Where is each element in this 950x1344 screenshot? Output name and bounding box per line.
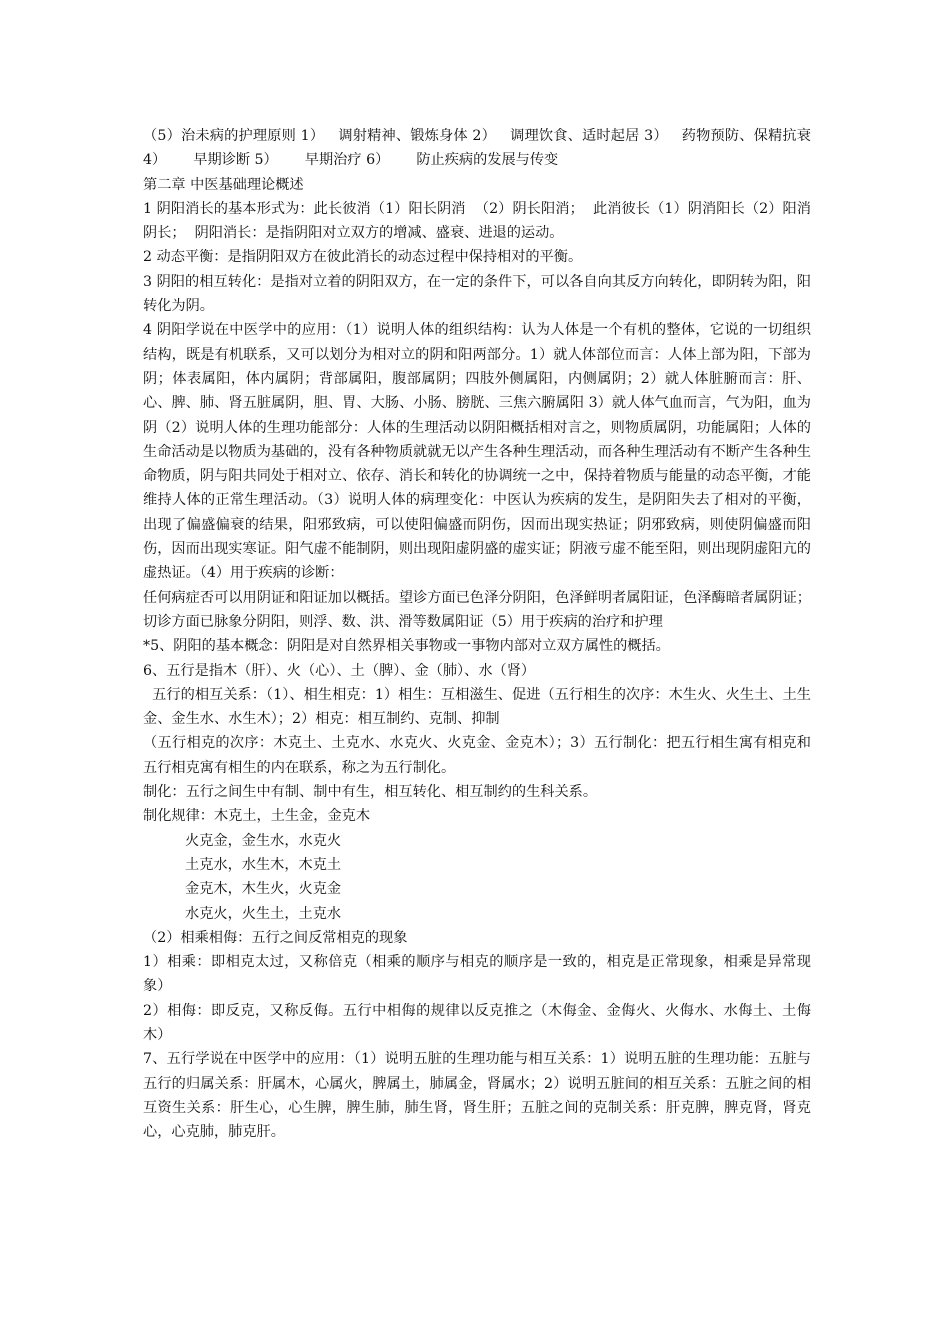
document-body bbox=[143, 124, 816, 1144]
paragraph-five-elements-application: 7、五行学说在中医学中的应用：（1）说明五脏的生理功能与相互关系：1）说明五脏的生理功能：五脏与五行的归属关系：肝属木，心属火，脾属土，肺属金，肾属水；2）说明五脏间的相互关系：五脏之间的相互资生关系：肝生心，心生脾，脾生肺，肺生肾，肾生肝；五脏之间的克制关系：肝克脾，脾克肾，肾克心，心克肺，肺克肝。 bbox=[143, 1051, 811, 1141]
paragraph-overwhelming: 1）相乘：即相克太过，又称倍克（相乘的顺序与相克的顺序是一致的，相克是正常现象，相乘是异常现象） bbox=[143, 954, 811, 995]
paragraph-diagnosis: 任何病症否可以用阴证和阳证加以概括。望诊方面已色泽分阴阳，色泽鲜明者属阳证，色泽酶暗者属阴证；切诊方面已脉象分阴阳，则浮、数、洪、滑等数属阳证（5）用于疾病的治疗和护理 bbox=[143, 589, 811, 630]
paragraph-five-elements-relations: 五行的相互关系：（1）、相生相克：1）相生：互相滋生、促进（五行相生的次序：木生火、火生土、土生金、金生水、水生木）；2）相克：相互制约、克制、抑制 bbox=[143, 686, 811, 728]
chapter-heading: 第二章 中医基础理论概述 bbox=[143, 176, 304, 193]
rule-line: 金克木，木生火，火克金 bbox=[185, 881, 342, 898]
paragraph-yinyang-application: 4 阴阳学说在中医学中的应用：（1）说明人体的组织结构：认为人体是一个有机的整体，它说的一切组织结构，既是有机联系，又可以划分为相对立的阴和阳两部分。1）就人体部位而言：人体上部为阳，下部为阴；体表属阳，体内属阴；背部属阳，腹部属阴；四肢外侧属阳，内侧属阴；2）就人体脏腑而言：肝、心、脾、肺、肾五脏属阴，胆、胃、大肠、小肠、膀胱、三焦六腑属阳 3）就人体气血而言，气为阳，血为阴（2）说明人体的生理功能部分：人体的生理活动以阴阳概括相对言之，则物质属阴，功能属阳；人体的生命活动是以物质为基础的，没有各种物质就就无以产生各种生理活动，而各种生理活动有不断产生各种生命物质，阴与阳共同处于相对立、依存、消长和转化的协调统一之中，保持着物质与能量的动态平衡，才能维持人体的正常生理活动。（3）说明人体的病理变化：中医认为疾病的发生，是阴阳失去了相对的平衡，出现了偏盛偏衰的结果，阳邪致病，可以使阳偏盛而阴伤，因而出现实热证；阴邪致病，则使阴偏盛而阳伤，因而出现实寒证。阳气虚不能制阴，则出现阳虚阴盛的虚实证；阴液亏虚不能至阳，则出现阴虚阳亢的虚热证。（4）用于疾病的诊断： bbox=[143, 322, 811, 582]
rule-line: 火克金，金生水，水克火 bbox=[185, 832, 342, 849]
paragraph-prevention-principles: （5）治未病的护理原则 1） 调射精神、锻炼身体 2） 调理饮食、适时起居 3） 药物预防、保精抗衰 4） 早期诊断 5） 早期治疗 6） 防止疾病的发展与传变 bbox=[143, 128, 816, 169]
paragraph-insulting: 2）相侮：即反克，又称反侮。五行中相侮的规律以反克推之（木侮金、金侮火、火侮水、水侮土、土侮木） bbox=[143, 1002, 811, 1043]
paragraph-zhihua-rules: 制化规律：木克土，土生金，金克木 bbox=[143, 808, 371, 825]
paragraph-yinyang-waxing: 1 阴阳消长的基本形式为：此长彼消（1）阳长阴消 （2）阴长阳消； 此消彼长（1）阴消阳长（2）阳消阴长； 阴阳消长：是指阴阳对立双方的增减、盛衰、进退的运动。 bbox=[143, 200, 811, 242]
paragraph-restraint-order: （五行相克的次序：木克土、土克水、水克火、火克金、金克木）；3）五行制化：把五行相生寓有相克和五行相克寓有相生的内在联系，称之为五行制化。 bbox=[143, 735, 811, 776]
paragraph-yinyang-concept: *5、阴阳的基本概念：阴阳是对自然界相关事物或一事物内部对立双方属性的概括。 bbox=[143, 638, 670, 655]
paragraph-dynamic-balance: 2 动态平衡：是指阴阳双方在彼此消长的动态过程中保持相对的平衡。 bbox=[143, 249, 583, 266]
rule-line: 水克火，火生土，土克水 bbox=[185, 905, 342, 922]
paragraph-overwhelming-insulting: （2）相乘相侮：五行之间反常相克的现象 bbox=[143, 929, 408, 946]
paragraph-five-elements: 6、五行是指木（肝）、火（心）、土（脾）、金（肺）、水（肾） bbox=[143, 662, 536, 679]
paragraph-zhihua: 制化：五行之间生中有制、制中有生，相互转化、相互制约的生科关系。 bbox=[143, 784, 598, 801]
rule-line: 土克水，水生木，木克土 bbox=[185, 856, 342, 873]
paragraph-yinyang-transformation: 3 阴阳的相互转化：是指对立着的阴阳双方，在一定的条件下，可以各自向其反方向转化，即阴转为阳，阳转化为阴。 bbox=[143, 273, 811, 315]
